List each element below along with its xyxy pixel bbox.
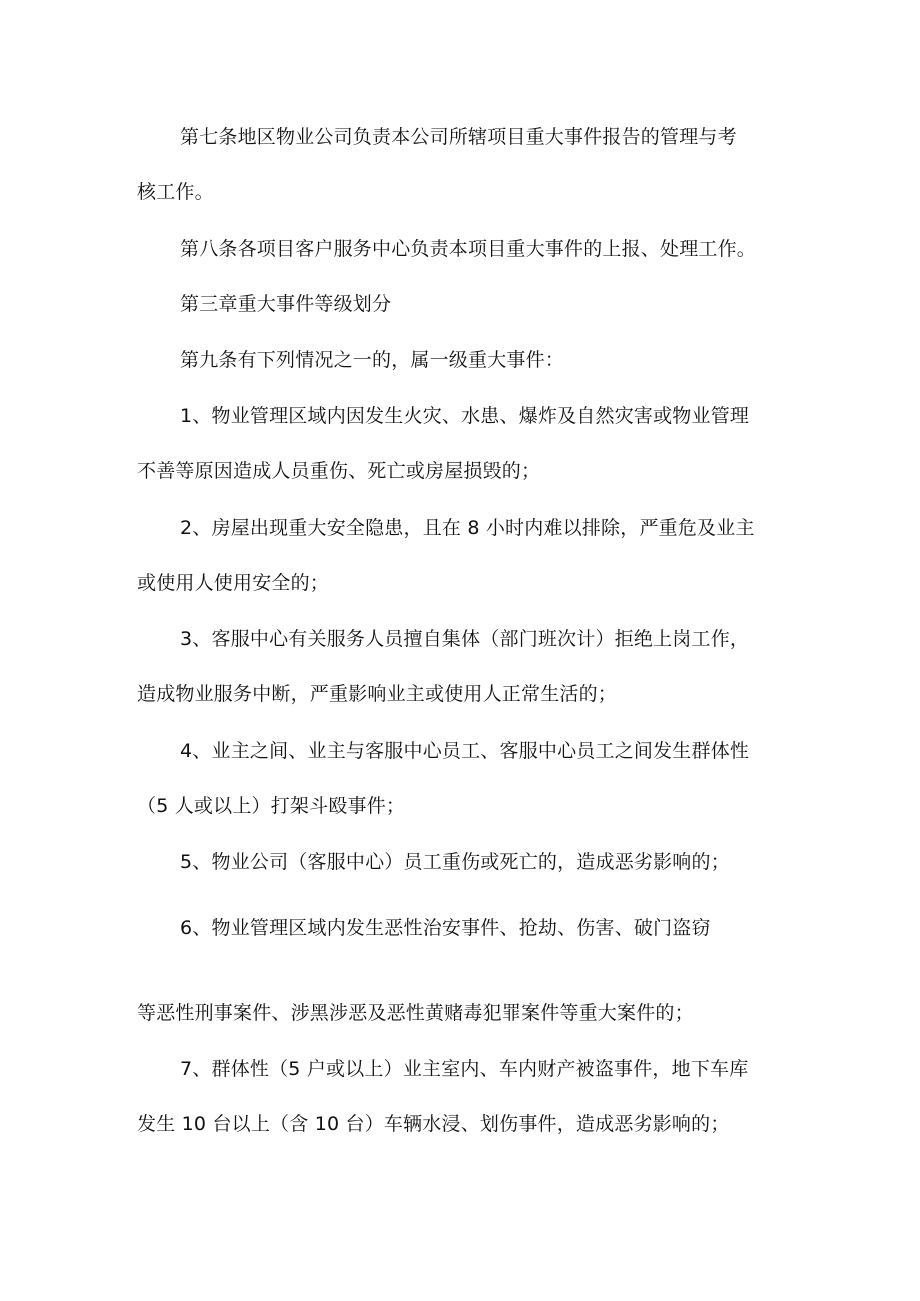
item-3-line-2: 造成物业服务中断，严重影响业主或使用人正常生活的； (137, 683, 618, 705)
item-2-line-2: 或使用人使用安全的； (137, 572, 330, 594)
article-9: 第九条有下列情况之一的，属一级重大事件： (180, 349, 565, 371)
item-1-line-1: 1、物业管理区域内因发生火灾、水患、爆炸及自然灾害或物业管理 (180, 405, 750, 427)
item-7-line-2: 发生 10 台以上（含 10 台）车辆水浸、划伤事件，造成恶劣影响的； (137, 1113, 730, 1135)
chapter-3-heading: 第三章重大事件等级划分 (180, 293, 392, 315)
item-4-line-1: 4、业主之间、业主与客服中心员工、客服中心员工之间发生群体性 (180, 740, 750, 762)
item-6-line-2: 等恶性刑事案件、涉黑涉恶及恶性黄赌毒犯罪案件等重大案件的； (137, 1002, 694, 1024)
item-6-line-1: 6、物业管理区域内发生恶性治安事件、抢劫、伤害、破门盗窃 (180, 917, 711, 939)
item-7-line-1: 7、群体性（5 户或以上）业主室内、车内财产被盗事件，地下车库 (180, 1058, 749, 1080)
item-2-line-1: 2、房屋出现重大安全隐患，且在 8 小时内难以排除，严重危及业主 (180, 517, 755, 539)
article-7-line-2: 核工作。 (137, 181, 214, 203)
item-1-line-2: 不善等原因造成人员重伤、死亡或房屋损毁的； (137, 460, 541, 482)
item-4-line-2: （5 人或以上）打架斗殴事件； (137, 795, 406, 817)
item-3-line-1: 3、客服中心有关服务人员擅自集体（部门班次计）拒绝上岗工作， (180, 628, 750, 650)
article-7-line-1: 第七条地区物业公司负责本公司所辖项目重大事件报告的管理与考 (180, 126, 737, 148)
article-8: 第八条各项目客户服务中心负责本项目重大事件的上报、处理工作。 (180, 238, 757, 260)
item-5: 5、物业公司（客服中心）员工重伤或死亡的，造成恶劣影响的； (180, 851, 730, 873)
